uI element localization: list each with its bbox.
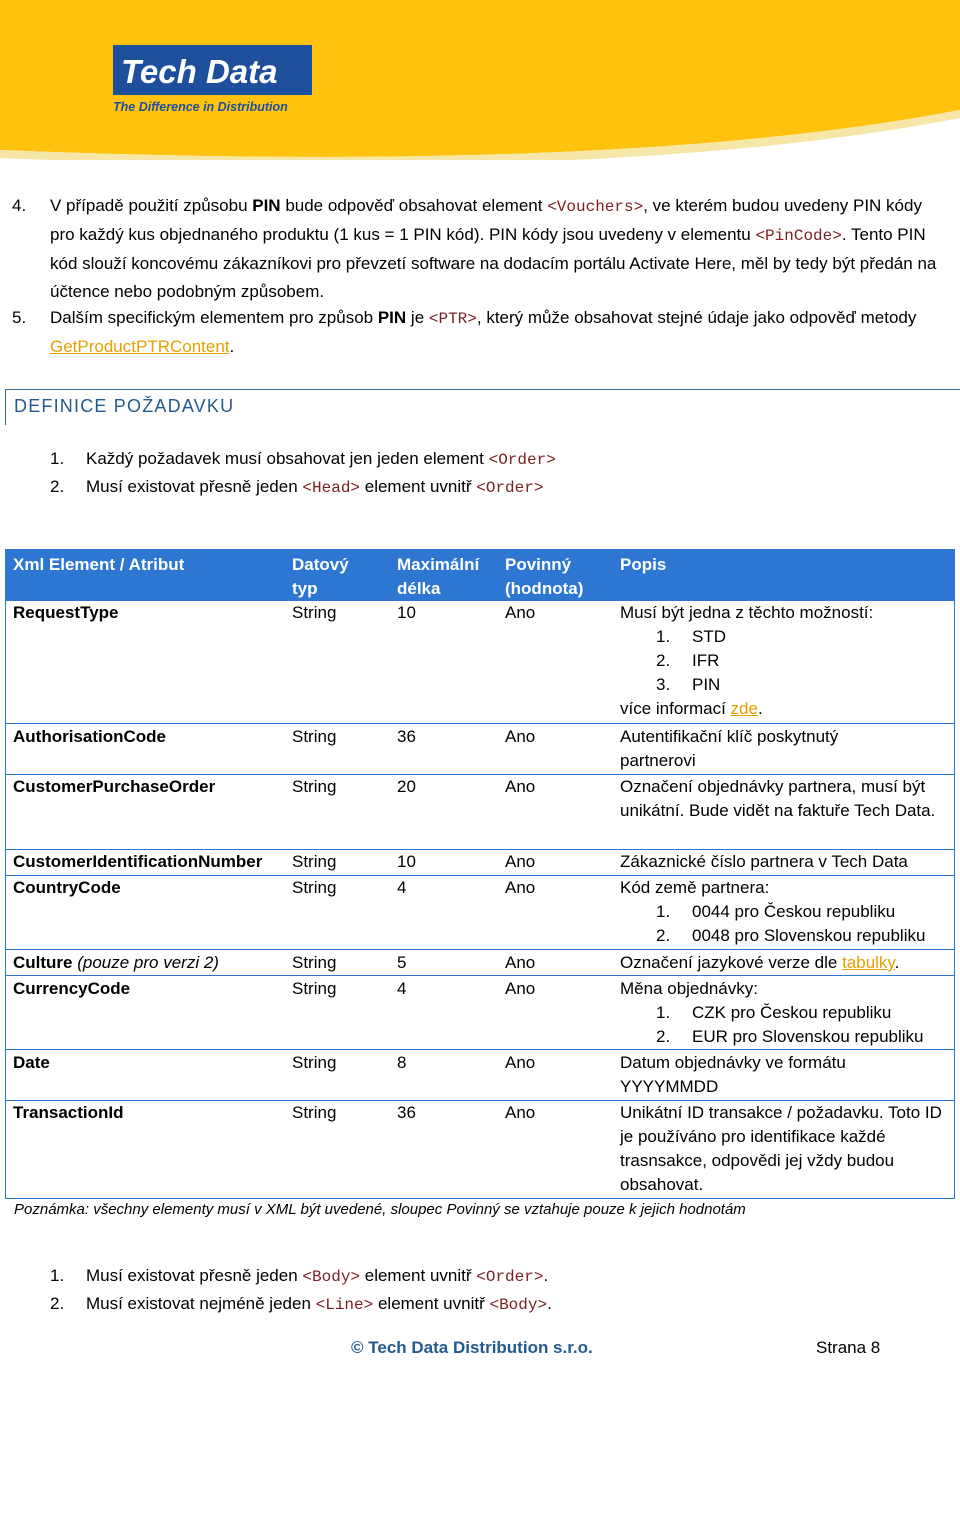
cell-length: 20 [397,777,416,796]
col-header-type: Datový typ [292,555,349,598]
cell-element: CountryCode [13,878,121,897]
cell-required: Ano [505,727,536,746]
xml-element-tag: <PTR> [428,310,477,328]
cell-type: String [292,777,337,796]
list-number: 4. [12,196,27,215]
intro-text: V případě použití způsobu PIN bude odpověď obsahovat element <Vouchers>, ve kterém budou uvedeny PIN kódy pro každý kus objednaného produktu (1 kus = 1 PIN kód). PIN kódy jsou uvedeny v elementu <PinCode>. Tento PIN kód slouží koncovému zákazníkovi pro převzetí software na dodacím portálu Activate Here, měl by tedy být předán na účtence nebo podobným způsobem. [50,196,937,301]
xml-element-tag: <Head> [302,479,361,497]
culture-table-link[interactable]: tabulky [842,953,895,972]
section-divider [5,389,960,390]
cell-type: String [292,953,337,972]
cell-length: 10 [397,603,416,622]
cell-required: Ano [505,777,536,796]
cell-description: Musí být jedna z těchto možností: 1. STD 2. IFR 3. PIN více informací zde. [620,603,874,718]
xml-element-tag: <Order> [476,479,544,497]
requirement-item [50,445,556,474]
cell-length: 36 [397,727,416,746]
col-header-description: Popis [620,555,667,574]
page-header [0,0,960,160]
cell-description: Unikátní ID transakce / požadavku. Toto ID je používáno pro identifikace každé trasnsakce, odpovědi jej vždy budou obsahovat. [620,1103,942,1194]
requirement-text: Musí existovat přesně jeden <Body> element uvnitř <Order>. [86,1266,549,1286]
col-header-length: Maximální délka [397,555,480,598]
list-number: 1. [50,449,65,468]
table-header [5,549,955,601]
cell-length: 5 [397,953,407,972]
cell-required: Ano [505,1053,536,1072]
cell-length: 4 [397,878,407,897]
intro-text: Dalším specifickým elementem pro způsob PIN je <PTR>, který může obsahovat stejné údaje jako odpověď metody GetProductPTRContent. [50,308,917,356]
cell-description: Označení jazykové verze dle tabulky. [620,953,900,972]
cell-required: Ano [505,852,536,871]
logo-tagline: The Difference in Distribution [113,100,288,114]
list-number: 2. [50,477,65,496]
cell-element: AuthorisationCode [13,727,166,746]
bold-term: PIN [377,308,407,327]
cell-element: CurrencyCode [13,979,131,998]
cell-length: 10 [397,852,416,871]
section-title: DEFINICE POŽADAVKU [14,396,235,416]
cell-required: Ano [505,1103,536,1122]
cell-element: RequestType [13,603,119,622]
cell-description: Kód země partnera: 1. 0044 pro Českou republiku 2. 0048 pro Slovenskou republiku [620,878,926,945]
requirement-item [50,473,543,502]
xml-element-tag: <Order> [488,451,556,469]
cell-required: Ano [505,953,536,972]
cell-required: Ano [505,603,536,622]
cell-element: Date [13,1053,50,1072]
xml-element-tag: <Body> [489,1296,548,1314]
cell-type: String [292,979,337,998]
logo-text: Tech Data [121,53,278,90]
requirement-text: Každý požadavek musí obsahovat jen jeden element <Order> [86,449,556,469]
cell-type: String [292,1053,337,1072]
list-number: 2. [50,1294,65,1313]
footer-copyright: © Tech Data Distribution s.r.o. [351,1338,593,1357]
bold-term: PIN [252,196,281,215]
cell-element: CustomerPurchaseOrder [13,777,216,796]
cell-description: Označení objednávky partnera, musí být unikátní. Bude vidět na faktuře Tech Data. [620,777,936,820]
xml-element-tag: <Line> [315,1296,374,1314]
method-link[interactable]: GetProductPTRContent [50,337,230,356]
requirement-item [50,1290,552,1319]
xml-element-tag: <PinCode> [755,227,842,245]
requirement-text: Musí existovat nejméně jeden <Line> element uvnitř <Body>. [86,1294,552,1314]
cell-description: Datum objednávky ve formátu YYYYMMDD [620,1053,846,1096]
cell-type: String [292,727,337,746]
more-info-link[interactable]: zde [730,699,758,718]
section-bar [5,389,6,425]
cell-required: Ano [505,979,536,998]
cell-type: String [292,1103,337,1122]
col-header-element: Xml Element / Atribut [13,555,185,574]
xml-element-tag: <Vouchers> [547,198,644,216]
col-header-required: Povinný (hodnota) [505,555,584,598]
cell-description: Měna objednávky: 1. CZK pro Českou republiku 2. EUR pro Slovenskou republiku [620,979,924,1046]
requirement-item [50,1262,548,1291]
cell-type: String [292,878,337,897]
xml-element-tag: <Order> [476,1268,544,1286]
cell-element: Culture (pouze pro verzi 2) [13,953,219,972]
requirement-text: Musí existovat přesně jeden <Head> element uvnitř <Order> [86,477,544,497]
list-number: 5. [12,308,27,327]
cell-element: CustomerIdentificationNumber [13,852,263,871]
page-number: Strana 8 [816,1338,881,1357]
cell-description: Zákaznické číslo partnera v Tech Data [620,852,908,871]
cell-length: 36 [397,1103,416,1122]
xml-element-tag: <Body> [302,1268,361,1286]
cell-length: 8 [397,1053,407,1072]
cell-type: String [292,852,337,871]
cell-length: 4 [397,979,407,998]
cell-description: Autentifikační klíč poskytnutý partnerovi [620,727,839,770]
cell-required: Ano [505,878,536,897]
cell-type: String [292,603,337,622]
tech-data-logo [113,45,312,121]
list-number: 1. [50,1266,65,1285]
cell-element: TransactionId [13,1103,124,1122]
table-note: Poznámka: všechny elementy musí v XML být uvedené, sloupec Povinný se vztahuje pouze k jejich hodnotám [14,1201,746,1218]
